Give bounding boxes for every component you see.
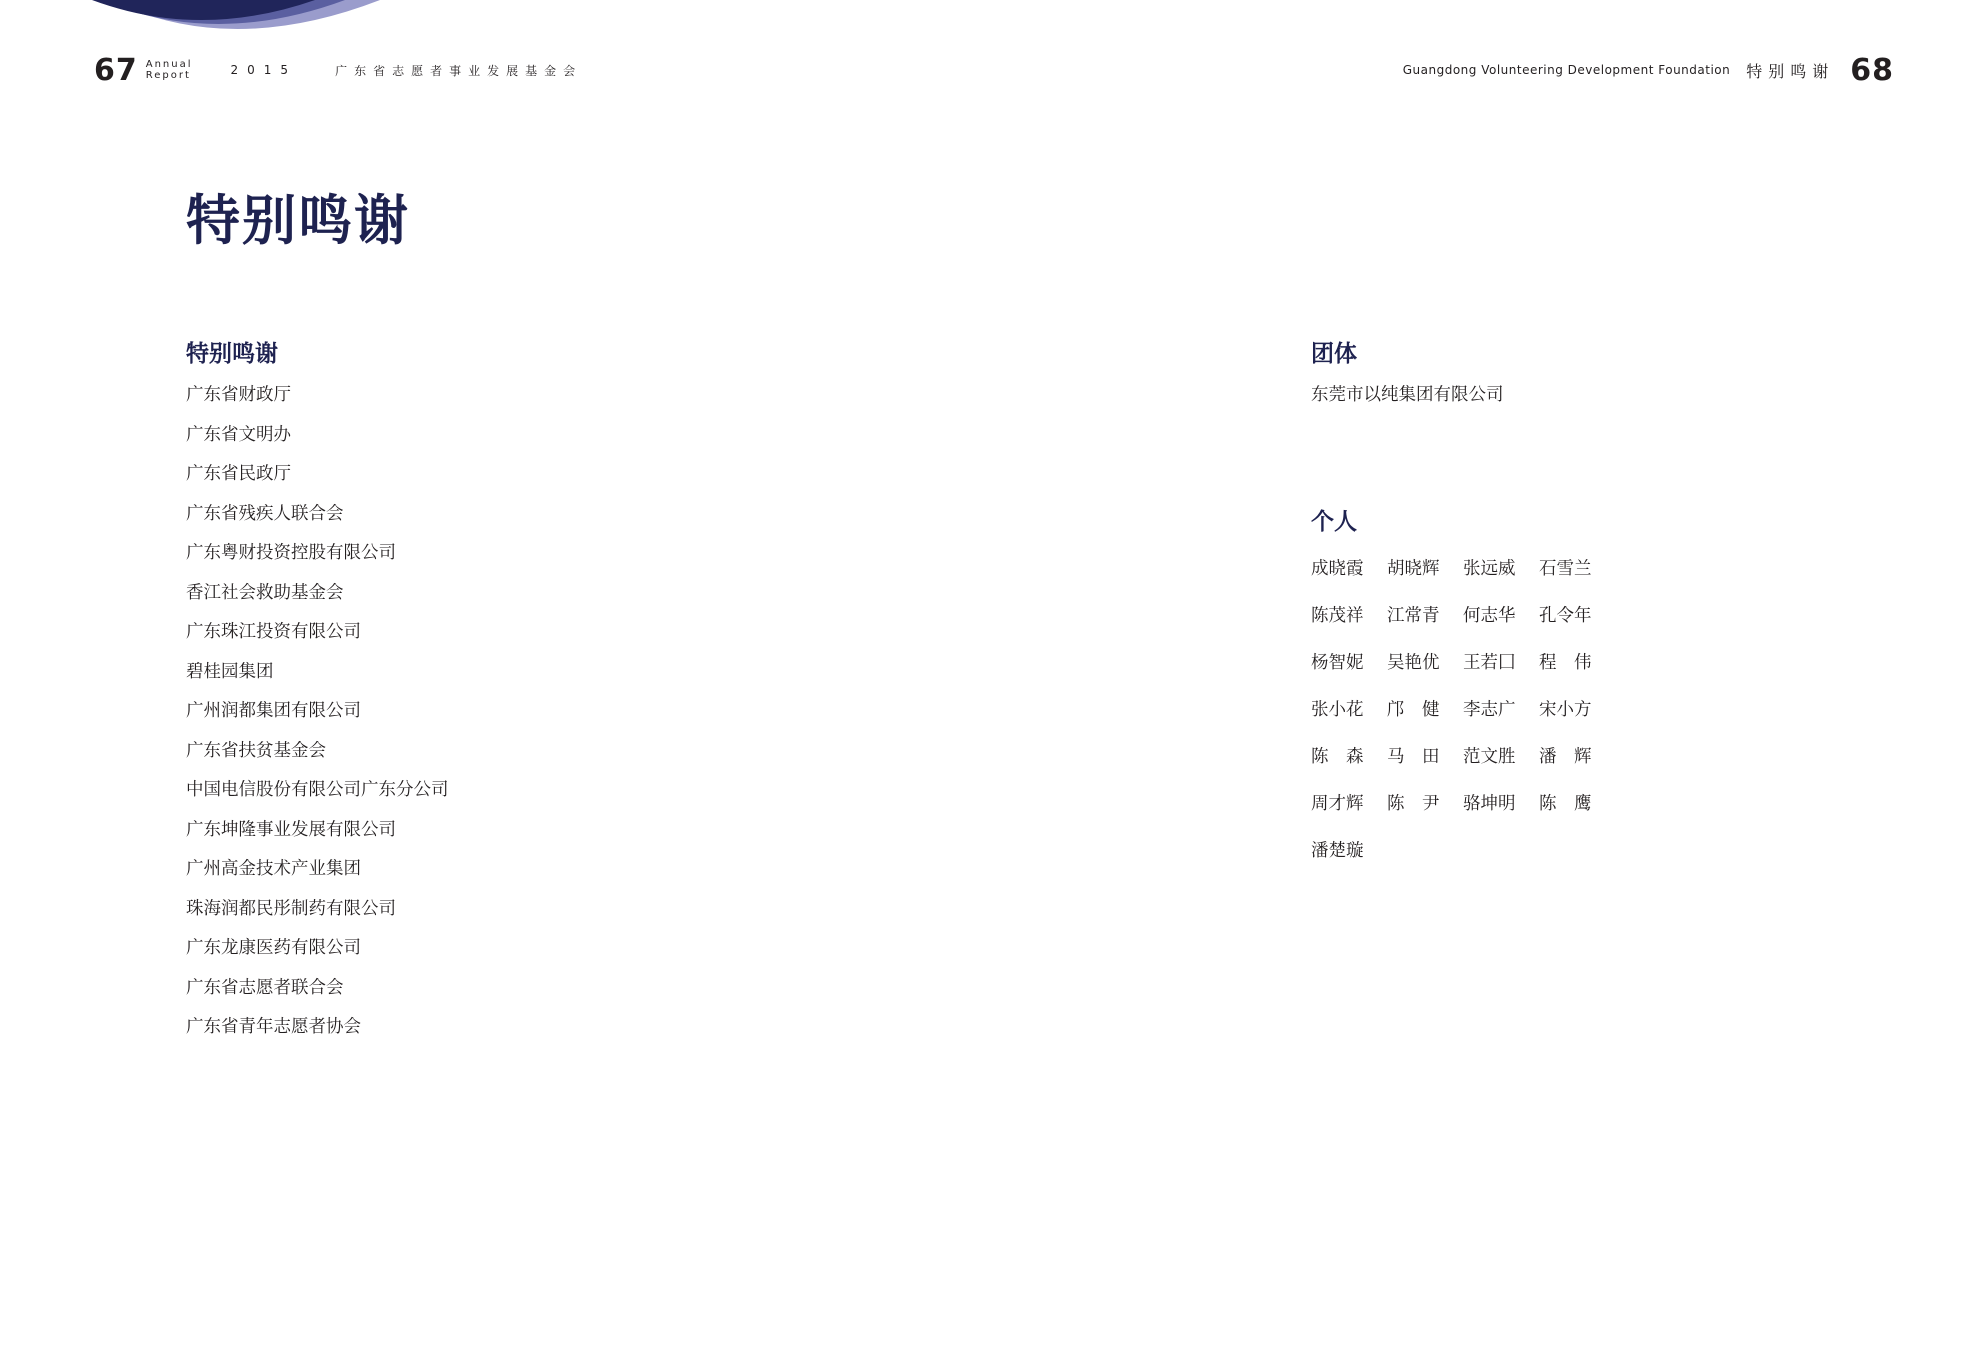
list-item: 广州高金技术产业集团 [186, 859, 361, 879]
annual-line2: Report [145, 70, 191, 81]
individual-name: 程 伟 [1539, 652, 1592, 673]
report-year: 2015 [230, 63, 298, 77]
groups-list [1311, 376, 1615, 416]
individual-name: 宋小方 [1539, 699, 1592, 720]
individual-name: 何志华 [1463, 605, 1516, 626]
section-name: 特别鸣谢 [1746, 61, 1835, 81]
individual-name: 马 田 [1387, 746, 1440, 767]
individual-name: 骆坤明 [1463, 793, 1516, 814]
individual-name: 王若囗 [1463, 652, 1516, 673]
right-page-number: 68 [1850, 52, 1894, 88]
left-page-number: 67 [94, 52, 138, 88]
special-thanks-section [186, 338, 449, 1048]
individuals-grid [1311, 546, 1615, 875]
list-item: 广东省财政厅 [186, 385, 291, 405]
individual-name: 潘楚璇 [1311, 840, 1364, 861]
individual-name: 范文胜 [1463, 746, 1516, 767]
individual-name: 张小花 [1311, 699, 1364, 720]
individual-name: 陈 森 [1311, 746, 1364, 767]
individual-name: 陈 鹰 [1539, 793, 1592, 814]
list-item: 广东坤隆事业发展有限公司 [186, 819, 396, 840]
individuals-heading: 个人 [1311, 508, 1357, 535]
list-item: 中国电信股份有限公司广东分公司 [186, 780, 449, 800]
individual-name: 孔令年 [1539, 605, 1592, 626]
decorative-arc-graphic [0, 0, 420, 40]
list-item: 广东省扶贫基金会 [186, 740, 326, 761]
individual-name: 陈 尹 [1387, 793, 1440, 814]
list-item: 广东珠江投资有限公司 [186, 622, 361, 642]
individual-name: 江常青 [1387, 605, 1440, 626]
list-item: 广东省青年志愿者协会 [186, 1017, 361, 1037]
individual-name: 杨智妮 [1311, 652, 1364, 673]
list-item: 广州润都集团有限公司 [186, 701, 361, 721]
individual-name: 潘 辉 [1539, 746, 1592, 767]
annual-line1: Annual [145, 59, 193, 70]
list-item: 广东龙康医药有限公司 [186, 938, 361, 958]
list-item: 香江社会救助基金会 [186, 582, 344, 603]
individual-name: 张远威 [1463, 558, 1516, 579]
special-thanks-heading: 特别鸣谢 [186, 341, 278, 367]
individual-name: 邝 健 [1387, 699, 1440, 720]
header-left [94, 52, 582, 88]
org-name-cn: 广东省志愿者事业发展基金会 [335, 63, 583, 78]
donors-section [1311, 338, 1615, 875]
list-item: 东莞市以纯集团有限公司 [1311, 385, 1504, 405]
annual-report-label [146, 59, 193, 81]
groups-heading: 团体 [1311, 341, 1357, 367]
individual-name: 吴艳优 [1387, 652, 1440, 673]
list-item: 广东省志愿者联合会 [186, 977, 344, 998]
list-item: 碧桂园集团 [186, 661, 274, 682]
list-item: 广东粤财投资控股有限公司 [186, 543, 396, 563]
org-name-en: Guangdong Volunteering Development Foundation [1402, 63, 1731, 77]
individual-name: 成晓霞 [1311, 558, 1364, 579]
page-title: 特别鸣谢 [186, 189, 410, 252]
list-item: 广东省民政厅 [186, 464, 291, 484]
individual-name: 李志广 [1463, 699, 1516, 720]
list-item: 广东省残疾人联合会 [186, 503, 344, 524]
list-item: 广东省文明办 [186, 424, 291, 445]
individual-name: 周才辉 [1311, 793, 1364, 814]
header-right [1403, 52, 1894, 88]
special-thanks-list [186, 376, 449, 1048]
individual-name: 石雪兰 [1539, 558, 1592, 579]
individual-name: 陈茂祥 [1311, 605, 1364, 626]
list-item: 珠海润都民彤制药有限公司 [186, 898, 396, 919]
individual-name: 胡晓辉 [1387, 558, 1440, 579]
